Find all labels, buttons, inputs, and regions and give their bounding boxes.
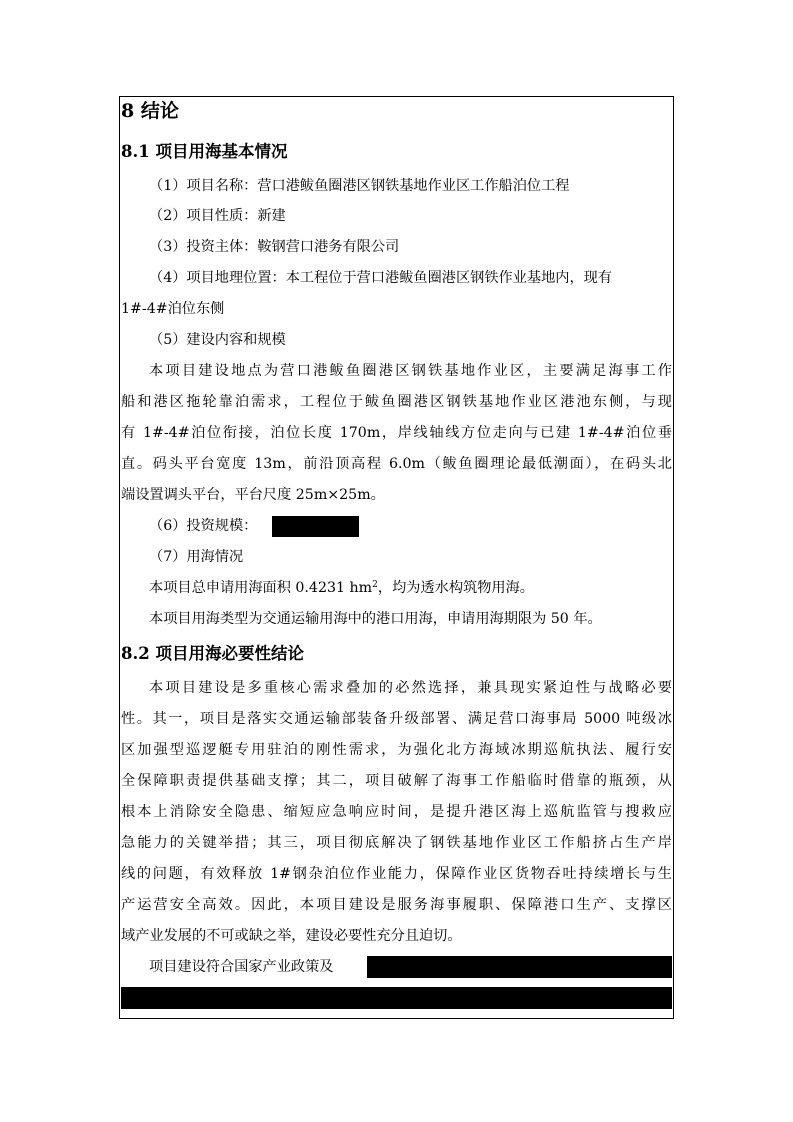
redaction-block [121,987,672,1009]
necessity-para-line: 产运营安全高效。因此，本项目建设是服务海事履职、保障港口生产、支撑区 [121,897,672,913]
item-location-cont: 1#-4#泊位东侧 [121,301,225,317]
item-location: （4）项目地理位置：本工程位于营口港鲅鱼圈港区钢铁作业基地内，现有 [149,270,613,286]
necessity-para-line: 全保障职责提供基础支撑；其二，项目破解了海事工作船临时借靠的瓶颈，从 [121,773,672,789]
sea-area-unit-superscript: 2 [372,580,378,590]
item-investment: （6）投资规模： [149,518,258,534]
redaction-block [272,516,359,537]
sea-area-tail: ，均为透水构筑物用海。 [377,580,534,596]
construction-para-line: 本项目建设地点为营口港鲅鱼圈港区钢铁基地作业区，主要满足海事工作 [149,363,672,379]
policy-text: 项目建设符合国家产业政策及 [149,959,334,975]
item-sea-use: （7）用海情况 [149,549,244,565]
redaction-block [367,956,672,978]
necessity-para-line: 性。其一，项目是落实交通运输部装备升级部署、满足营口海事局 5000 吨级冰 [121,711,672,727]
item-project-name: （1）项目名称：营口港鲅鱼圈港区钢铁基地作业区工作船泊位工程 [149,178,570,194]
necessity-para-line: 区加强型巡逻艇专用驻泊的刚性需求，为强化北方海域冰期巡航执法、履行安 [121,742,672,758]
construction-para-line: 船和港区拖轮靠泊需求，工程位于鲅鱼圈港区钢铁基地作业区港池东侧，与现 [121,394,672,410]
item-investor: （3）投资主体：鞍钢营口港务有限公司 [149,239,400,255]
construction-para-line: 有 1#-4#泊位衔接，泊位长度 170m，岸线轴线方位走向与已建 1#-4#泊位垂 [121,425,672,441]
item-project-nature: （2）项目性质：新建 [149,208,286,224]
section-8-2-title: 8.2 项目用海必要性结论 [121,644,304,663]
necessity-para-line: 根本上消除安全隐患、缩短应急响应时间，是提升港区海上巡航监管与搜救应 [121,804,672,820]
section-8-1-title: 8.1 项目用海基本情况 [121,142,288,161]
necessity-para-line: 急能力的关键举措；其三，项目彻底解决了钢铁基地作业区工作船挤占生产岸 [121,835,672,851]
sea-area-value: 本项目总申请用海面积 0.4231 hm [149,580,373,596]
sea-area-text [149,578,534,598]
construction-para-line: 直。码头平台宽度 13m，前沿顶高程 6.0m（鲅鱼圈理论最低潮面），在码头北 [121,456,672,472]
necessity-para-line: 本项目建设是多重核心需求叠加的必然选择，兼具现实紧迫性与战略必要 [149,680,672,696]
item-construction: （5）建设内容和规模 [149,332,286,348]
chapter-heading: 8 结论 [121,100,179,122]
sea-use-type-text: 本项目用海类型为交通运输用海中的港口用海，申请用海期限为 50 年。 [149,611,602,627]
construction-para-line: 端设置调头平台，平台尺度 25m×25m。 [121,487,385,503]
necessity-para-line: 域产业发展的不可或缺之举，建设必要性充分且迫切。 [121,928,462,944]
necessity-para-line: 线的问题，有效释放 1#钢杂泊位作业能力，保障作业区货物吞吐持续增长与生 [121,866,672,882]
